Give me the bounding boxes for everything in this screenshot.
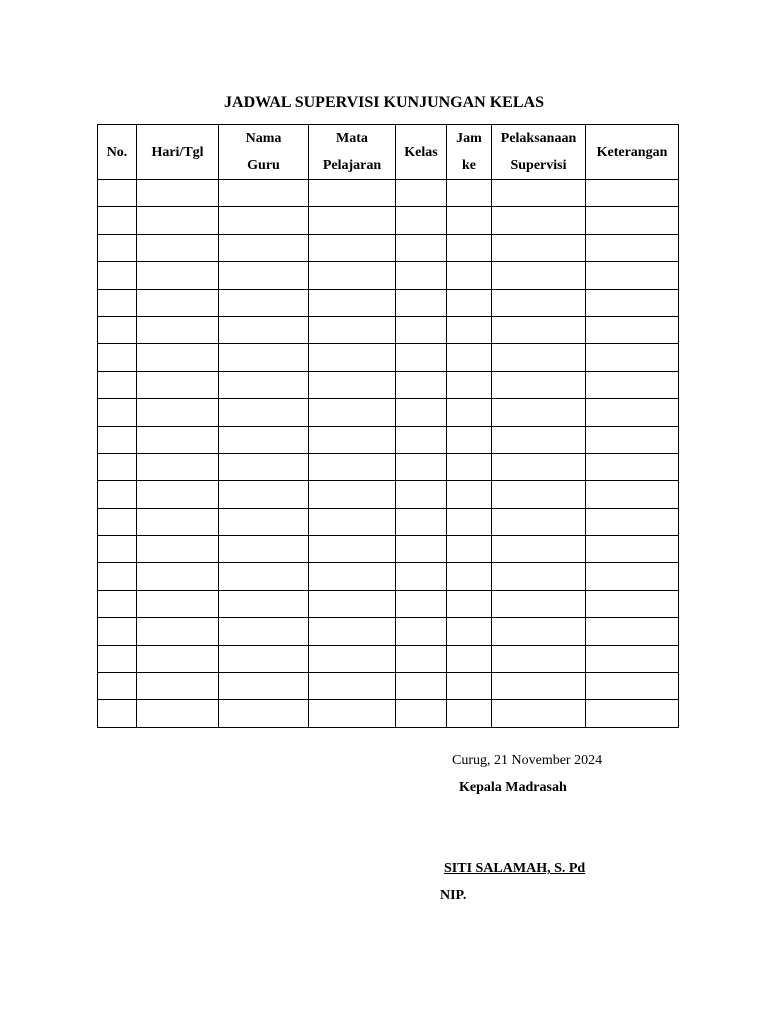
- table-cell: [492, 344, 586, 371]
- table-cell: [137, 234, 219, 261]
- table-row: [98, 700, 679, 727]
- header-kelas: [396, 125, 447, 180]
- table-cell: [586, 262, 679, 289]
- table-cell: [396, 536, 447, 563]
- table-row: [98, 481, 679, 508]
- table-cell: [309, 426, 396, 453]
- table-cell: [586, 700, 679, 727]
- table-cell: [309, 563, 396, 590]
- table-cell: [219, 673, 309, 700]
- table-cell: [586, 508, 679, 535]
- table-cell: [137, 262, 219, 289]
- table-cell: [586, 563, 679, 590]
- table-cell: [137, 700, 219, 727]
- table-cell: [309, 536, 396, 563]
- table-row: [98, 645, 679, 672]
- table-cell: [309, 316, 396, 343]
- table-cell: [396, 262, 447, 289]
- table-cell: [98, 673, 137, 700]
- table-cell: [396, 508, 447, 535]
- table-cell: [98, 316, 137, 343]
- header-kelas-label: Kelas: [404, 144, 438, 160]
- table-cell: [137, 316, 219, 343]
- table-cell: [137, 481, 219, 508]
- table-cell: [492, 481, 586, 508]
- table-cell: [447, 180, 492, 207]
- table-cell: [219, 645, 309, 672]
- table-cell: [98, 508, 137, 535]
- table-cell: [396, 399, 447, 426]
- table-cell: [396, 344, 447, 371]
- table-cell: [396, 645, 447, 672]
- table-cell: [396, 426, 447, 453]
- table-row: [98, 399, 679, 426]
- table-cell: [98, 618, 137, 645]
- table-cell: [137, 508, 219, 535]
- table-cell: [396, 234, 447, 261]
- table-cell: [492, 207, 586, 234]
- table-row: [98, 618, 679, 645]
- signature-nip: NIP.: [440, 888, 467, 903]
- table-cell: [447, 618, 492, 645]
- table-cell: [447, 399, 492, 426]
- table-cell: [98, 536, 137, 563]
- table-cell: [447, 590, 492, 617]
- table-cell: [98, 453, 137, 480]
- table-cell: [219, 289, 309, 316]
- table-cell: [586, 180, 679, 207]
- table-row: [98, 371, 679, 398]
- header-hari-tgl: [137, 125, 219, 180]
- table-cell: [98, 262, 137, 289]
- table-cell: [98, 371, 137, 398]
- table-cell: [219, 262, 309, 289]
- table-cell: [309, 207, 396, 234]
- table-row: [98, 234, 679, 261]
- table-cell: [586, 426, 679, 453]
- table-cell: [586, 481, 679, 508]
- table-cell: [137, 590, 219, 617]
- table-row: [98, 536, 679, 563]
- table-cell: [447, 481, 492, 508]
- table-cell: [447, 316, 492, 343]
- table-cell: [309, 234, 396, 261]
- table-cell: [447, 344, 492, 371]
- table-cell: [219, 453, 309, 480]
- table-cell: [492, 426, 586, 453]
- table-row: [98, 180, 679, 207]
- table-cell: [586, 371, 679, 398]
- table-header-row: [98, 125, 679, 180]
- table-cell: [492, 536, 586, 563]
- table-cell: [219, 618, 309, 645]
- header-jam-ke-line2: ke: [462, 158, 476, 173]
- table-cell: [447, 700, 492, 727]
- table-row: [98, 453, 679, 480]
- table-cell: [98, 207, 137, 234]
- table-row: [98, 207, 679, 234]
- table-cell: [447, 536, 492, 563]
- table-cell: [137, 536, 219, 563]
- table-cell: [137, 618, 219, 645]
- table-cell: [492, 399, 586, 426]
- table-cell: [396, 207, 447, 234]
- table-cell: [219, 234, 309, 261]
- table-cell: [98, 399, 137, 426]
- table-cell: [98, 645, 137, 672]
- table-cell: [447, 453, 492, 480]
- table-cell: [219, 508, 309, 535]
- table-cell: [492, 590, 586, 617]
- table-cell: [396, 289, 447, 316]
- table-cell: [396, 453, 447, 480]
- table-cell: [586, 453, 679, 480]
- table-row: [98, 590, 679, 617]
- table-cell: [447, 207, 492, 234]
- table-cell: [309, 590, 396, 617]
- table-cell: [219, 316, 309, 343]
- table-cell: [586, 289, 679, 316]
- table-cell: [492, 618, 586, 645]
- table-cell: [309, 344, 396, 371]
- table-row: [98, 316, 679, 343]
- table-cell: [396, 590, 447, 617]
- header-no-label: No.: [106, 144, 128, 160]
- table-cell: [137, 399, 219, 426]
- table-cell: [396, 700, 447, 727]
- table-cell: [219, 180, 309, 207]
- table-cell: [98, 426, 137, 453]
- table-cell: [586, 399, 679, 426]
- table-cell: [492, 453, 586, 480]
- table-row: [98, 262, 679, 289]
- table-cell: [396, 618, 447, 645]
- table-cell: [447, 563, 492, 590]
- signature-name: SITI SALAMAH, S. Pd: [444, 861, 586, 876]
- table-cell: [98, 590, 137, 617]
- table-cell: [309, 453, 396, 480]
- table-cell: [396, 563, 447, 590]
- table-cell: [137, 180, 219, 207]
- header-pelaksanaan-supervisi-line2: Supervisi: [510, 158, 567, 173]
- table-cell: [447, 234, 492, 261]
- table-cell: [586, 590, 679, 617]
- table-cell: [137, 673, 219, 700]
- table-cell: [586, 316, 679, 343]
- table-cell: [98, 481, 137, 508]
- header-keterangan: [586, 125, 679, 180]
- table-cell: [396, 371, 447, 398]
- table-cell: [492, 316, 586, 343]
- table-cell: [492, 180, 586, 207]
- table-cell: [219, 344, 309, 371]
- table-cell: [98, 700, 137, 727]
- table-cell: [492, 645, 586, 672]
- table-cell: [492, 508, 586, 535]
- document-title: JADWAL SUPERVISI KUNJUNGAN KELAS: [224, 94, 544, 111]
- table-cell: [586, 344, 679, 371]
- table-cell: [137, 344, 219, 371]
- table-cell: [137, 371, 219, 398]
- table-cell: [447, 673, 492, 700]
- table-cell: [447, 289, 492, 316]
- header-nama-guru-line2: Guru: [247, 158, 280, 173]
- table-cell: [586, 673, 679, 700]
- table-cell: [492, 234, 586, 261]
- table-cell: [98, 344, 137, 371]
- table-cell: [137, 563, 219, 590]
- table-cell: [137, 645, 219, 672]
- table-cell: [219, 563, 309, 590]
- signature-place-date: Curug, 21 November 2024: [452, 753, 603, 768]
- table-cell: [137, 207, 219, 234]
- header-mata-pelajaran-line1: Mata: [336, 131, 368, 146]
- table-cell: [492, 563, 586, 590]
- table-cell: [309, 618, 396, 645]
- table-cell: [309, 673, 396, 700]
- table-cell: [309, 508, 396, 535]
- table-cell: [98, 289, 137, 316]
- table-cell: [309, 645, 396, 672]
- table-body: [98, 180, 679, 728]
- table-cell: [586, 234, 679, 261]
- table-cell: [447, 645, 492, 672]
- header-hari-tgl-label: Hari/Tgl: [151, 144, 204, 160]
- table-cell: [219, 536, 309, 563]
- header-jam-ke: [447, 125, 492, 180]
- header-keterangan-label: Keterangan: [596, 144, 668, 160]
- header-pelaksanaan-supervisi: [492, 125, 586, 180]
- table-cell: [219, 207, 309, 234]
- header-pelaksanaan-supervisi-line1: Pelaksanaan: [500, 131, 577, 146]
- header-mata-pelajaran-line2: Pelajaran: [322, 158, 382, 173]
- table-cell: [396, 481, 447, 508]
- table-cell: [98, 563, 137, 590]
- header-nama-guru-line1: Nama: [245, 131, 282, 146]
- table-cell: [219, 371, 309, 398]
- table-cell: [492, 262, 586, 289]
- table-cell: [309, 289, 396, 316]
- table-cell: [219, 481, 309, 508]
- header-mata-pelajaran: [309, 125, 396, 180]
- table-cell: [396, 180, 447, 207]
- table-cell: [137, 453, 219, 480]
- table-row: [98, 344, 679, 371]
- table-cell: [447, 508, 492, 535]
- table-cell: [219, 590, 309, 617]
- header-jam-ke-line1: Jam: [456, 131, 482, 146]
- table-cell: [137, 289, 219, 316]
- table-cell: [447, 262, 492, 289]
- table-row: [98, 508, 679, 535]
- table-cell: [309, 700, 396, 727]
- table-row: [98, 673, 679, 700]
- table-cell: [98, 234, 137, 261]
- table-cell: [447, 426, 492, 453]
- table-cell: [309, 399, 396, 426]
- table-cell: [309, 481, 396, 508]
- table-row: [98, 426, 679, 453]
- schedule-table: [97, 124, 679, 728]
- table-row: [98, 563, 679, 590]
- table-cell: [492, 673, 586, 700]
- table-cell: [137, 426, 219, 453]
- table-cell: [492, 371, 586, 398]
- table-cell: [586, 207, 679, 234]
- table-cell: [219, 700, 309, 727]
- table-cell: [586, 645, 679, 672]
- table-cell: [586, 536, 679, 563]
- table-cell: [447, 371, 492, 398]
- table-cell: [309, 180, 396, 207]
- table-cell: [219, 426, 309, 453]
- table-cell: [396, 673, 447, 700]
- table-row: [98, 289, 679, 316]
- header-no: [98, 125, 137, 180]
- table-cell: [492, 289, 586, 316]
- table-cell: [98, 180, 137, 207]
- table-cell: [309, 371, 396, 398]
- table-cell: [309, 262, 396, 289]
- table-cell: [586, 618, 679, 645]
- table-cell: [396, 316, 447, 343]
- table-cell: [492, 700, 586, 727]
- table-cell: [219, 399, 309, 426]
- header-nama-guru: [219, 125, 309, 180]
- signature-role: Kepala Madrasah: [459, 780, 567, 795]
